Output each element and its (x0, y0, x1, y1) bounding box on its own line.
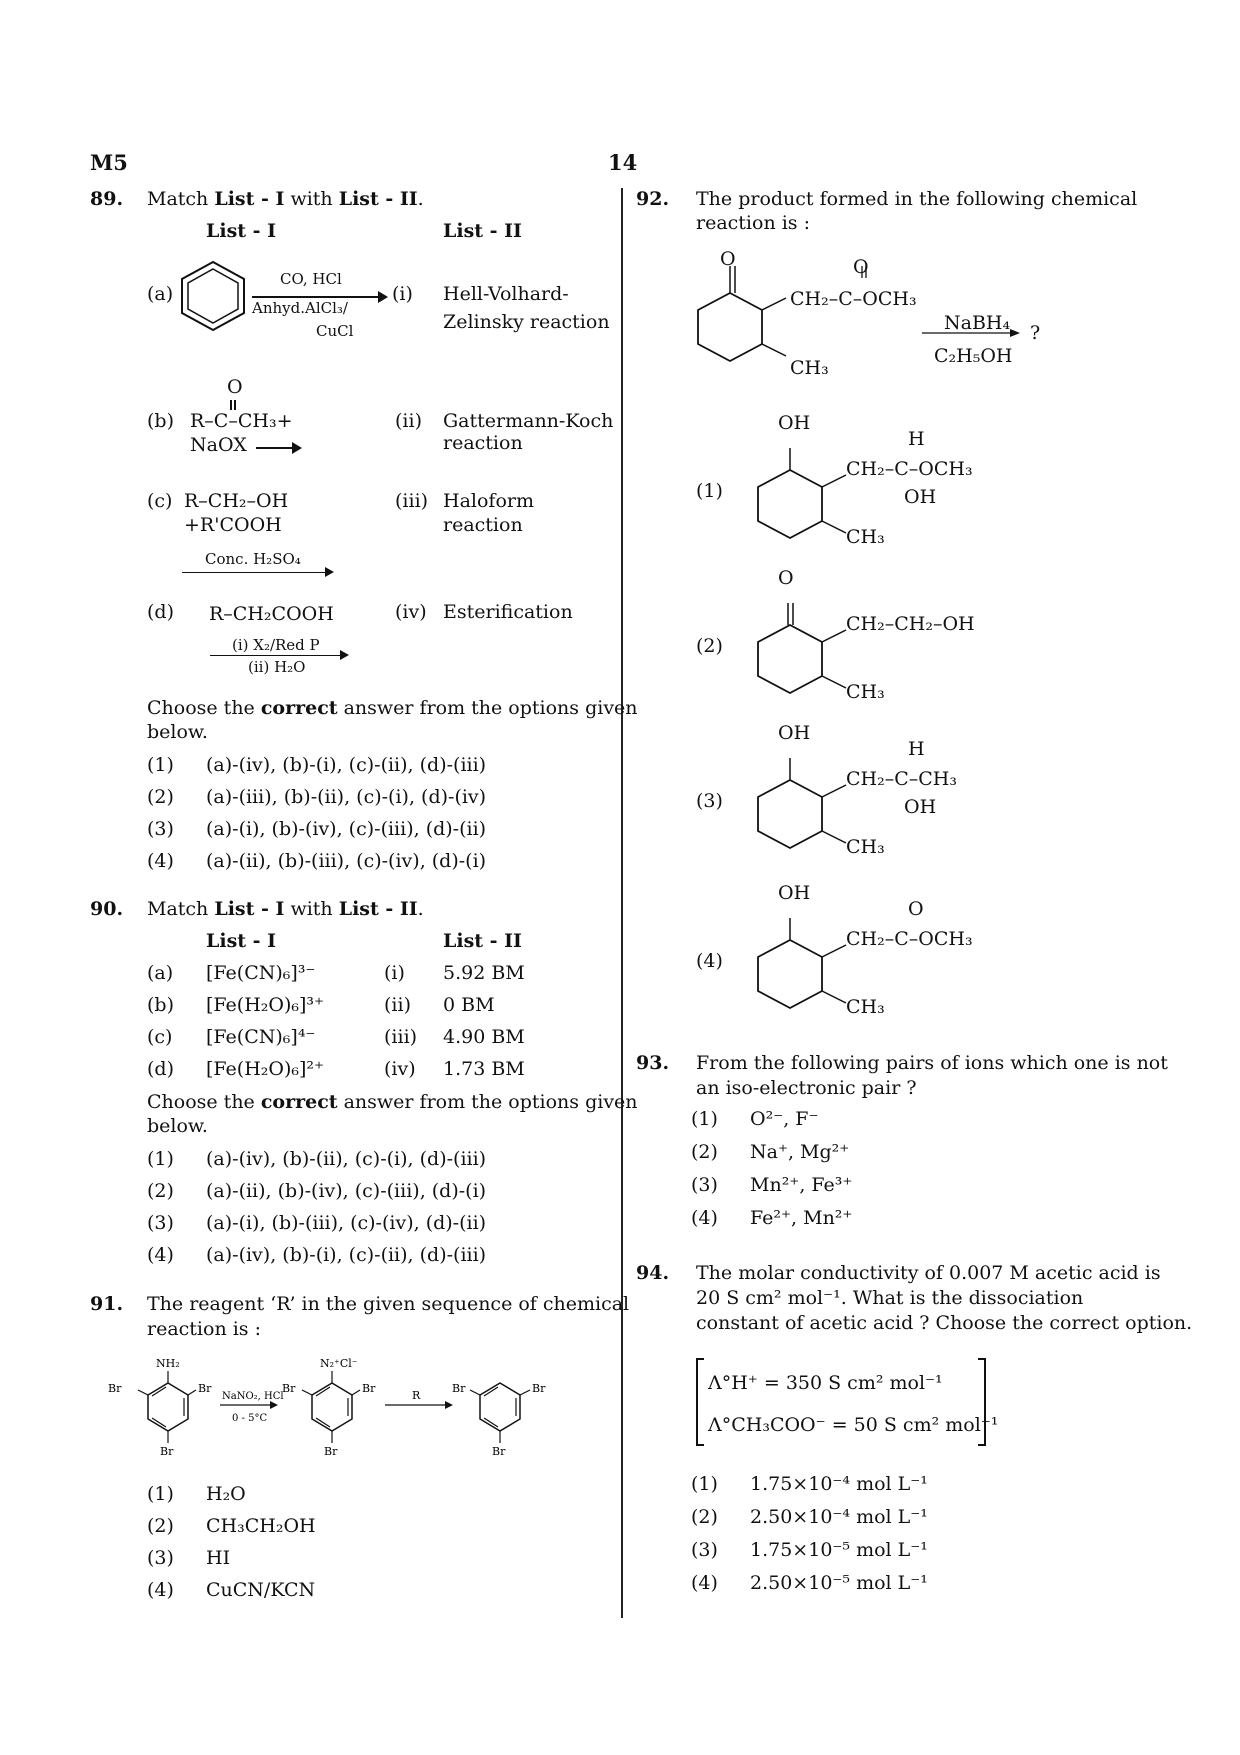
option-number: (1) (691, 1108, 718, 1130)
reagent: (i) X₂/Red P (232, 636, 320, 654)
given-line: Λ°H⁺ = 350 S cm² mol⁻¹ (708, 1372, 943, 1394)
match-text: Esterification (443, 601, 573, 623)
substituent: O (908, 898, 924, 920)
complex-formula: [Fe(H₂O)₆]³⁺ (206, 994, 325, 1016)
answer-option[interactable]: CuCN/KCN (206, 1579, 316, 1601)
magnetic-moment: 5.92 BM (443, 962, 525, 984)
reagent-bottom: C₂H₅OH (934, 345, 1013, 367)
option-number: (2) (691, 1506, 718, 1528)
option-number: (2) (147, 1515, 174, 1537)
reaction-scheme-q91 (100, 1355, 620, 1485)
question-stem: Match List - I with List - II. (147, 188, 424, 210)
substituent: OH (778, 882, 811, 904)
option-number: (3) (147, 1547, 174, 1569)
answer-option[interactable]: (a)-(iii), (b)-(ii), (c)-(i), (d)-(iv) (206, 786, 487, 808)
item-label: (d) (147, 601, 174, 623)
instruction: below. (147, 721, 208, 743)
reagent: Conc. H₂SO₄ (205, 550, 301, 568)
match-text: Gattermann-Koch (443, 410, 614, 432)
answer-option[interactable]: (a)-(i), (b)-(iii), (c)-(iv), (d)-(ii) (206, 1212, 487, 1234)
item-label: (b) (147, 994, 174, 1016)
formula: NaOX (190, 434, 247, 456)
side-chain: CH₂–C–OCH₃ (846, 458, 973, 480)
answer-option[interactable]: (a)-(iv), (b)-(i), (c)-(ii), (d)-(iii) (206, 754, 487, 776)
answer-option[interactable]: 1.75×10⁻⁵ mol L⁻¹ (750, 1539, 928, 1561)
question-stem: reaction is : (696, 212, 810, 234)
reagent-bottom: CuCl (316, 322, 354, 340)
svg-text:Br: Br (198, 1382, 212, 1395)
option-number: (3) (147, 1212, 174, 1234)
substituent: O (778, 567, 794, 589)
question-stem: From the following pairs of ions which one is not (696, 1052, 1168, 1074)
reagent-top: NaBH₄ (944, 312, 1011, 334)
methyl-group: CH₃ (846, 996, 885, 1018)
option-number: (4) (691, 1572, 718, 1594)
match-text: Hell-Volhard- (443, 283, 569, 305)
option-number: (4) (147, 1579, 174, 1601)
answer-option[interactable]: H₂O (206, 1483, 246, 1505)
option-number: (1) (691, 1473, 718, 1495)
substituent: OH (904, 796, 937, 818)
question-stem: an iso-electronic pair ? (696, 1077, 917, 1099)
match-text: reaction (443, 514, 523, 536)
answer-option[interactable]: 2.50×10⁻⁴ mol L⁻¹ (750, 1506, 928, 1528)
svg-text:NaNO₂, HCl: NaNO₂, HCl (222, 1391, 284, 1402)
cyclohexane-ring (750, 740, 850, 870)
option-number: (3) (691, 1174, 718, 1196)
option-number: (2) (696, 635, 723, 657)
page-number: 14 (608, 150, 638, 175)
list-1-heading: List - I (206, 220, 277, 242)
answer-option[interactable]: 2.50×10⁻⁵ mol L⁻¹ (750, 1572, 928, 1594)
question-number: 91. (90, 1293, 124, 1315)
side-chain: CH₂–C–CH₃ (846, 768, 957, 790)
item-label: (c) (147, 490, 173, 512)
svg-text:0 - 5°C: 0 - 5°C (232, 1413, 268, 1424)
roman-label: (iv) (395, 601, 427, 623)
complex-formula: [Fe(CN)₆]⁴⁻ (206, 1026, 316, 1048)
substituent: H (908, 738, 925, 760)
svg-text:Br: Br (452, 1382, 466, 1395)
question-stem: Match List - I with List - II. (147, 898, 424, 920)
formula: R–CH₂COOH (209, 603, 334, 625)
list-2-heading: List - II (443, 930, 522, 952)
item-label: (b) (147, 410, 174, 432)
question-number: 89. (90, 188, 124, 210)
magnetic-moment: 1.73 BM (443, 1058, 525, 1080)
svg-text:N₂⁺Cl⁻: N₂⁺Cl⁻ (320, 1357, 358, 1370)
option-number: (4) (691, 1207, 718, 1229)
option-number: (3) (147, 818, 174, 840)
cyclohexane-ring (750, 585, 850, 715)
option-number: (4) (147, 850, 174, 872)
answer-option[interactable]: Fe²⁺, Mn²⁺ (750, 1207, 853, 1229)
substituent: OH (778, 412, 811, 434)
substituent: OH (904, 486, 937, 508)
reagent-top: CO, HCl (280, 270, 342, 288)
option-number: (3) (691, 1539, 718, 1561)
roman-label: (i) (392, 283, 413, 305)
answer-option[interactable]: (a)-(i), (b)-(iv), (c)-(iii), (d)-(ii) (206, 818, 487, 840)
item-label: (d) (147, 1058, 174, 1080)
side-chain: CH₂–CH₂–OH (846, 613, 975, 635)
complex-formula: [Fe(CN)₆]³⁻ (206, 962, 316, 984)
formula: +R'COOH (184, 514, 282, 536)
question-stem: The product formed in the following chemical (696, 188, 1138, 210)
formula: R–CH₂–OH (184, 490, 289, 512)
cyclohexane-ring (750, 430, 850, 560)
exam-page: M5 14 89. Match List - I with List - II. List - I List - II (a) CO, HCl Anhyd.AlCl₃/ CuCl (i) Hell-Volhard- Zelinsky reaction O (b) R–C–CH₃+ NaOX (ii) Gattermann-Koch reaction (c) R–CH₂–OH +R'COOH Conc. H₂SO₄ (iii) Haloform reaction (d) R–CH₂COOH (i) X₂/Red P (ii) H₂O (iv) Esterification Choose the correct answer from the options given below. (1) (a)-(iv), (b)-(i), (c)-(ii), (d)-(iii) (2) (a)-(iii), (b)-(ii), (c)-(i), (d)-(iv) (3) (a)-(i), (b)-(iv), (c)-(iii), (d)-(ii) (4) (a)-(ii), (b)-(iii), (c)-(iv), (d)-(i) 90. Match List - I with List - II. List - I List - II (a) [Fe(CN)₆]³⁻ (i) 5.92 BM (b) [Fe(H₂O)₆]³⁺ (ii) 0 BM (c) [Fe(CN)₆]⁴⁻ (iii) 4.90 BM (d) [Fe(H₂O)₆]²⁺ (iv) 1.73 BM Choose the correct answer from the options given below. (1) (a)-(iv), (b)-(ii), (c)-(i), (d)-(iii) (2) (a)-(ii), (b)-(iv), (c)-(iii), (d)-(i) (3) (a)-(i), (b)-(iii), (c)-(iv), (d)-(ii) (4) (a)-(iv), (b)-(i), (c)-(ii), (d)-(iii) 91. The reagent ‘R’ in the given sequence of chemical reaction is : NH₂ Br Br Br NaNO₂, HCl 0 - 5°C N₂⁺Cl⁻ Br Br Br R Br Br Br (1) H₂O (2) CH₃CH₂OH (3) HI (4) CuCN/KCN 92. The product formed in the following chemical reaction is : O O CH₂–C–OCH₃ CH₃ NaBH₄ C₂H₅OH ? (1) OH CH₂–C–OCH₃ CH₃ H OH (2) O CH₂–CH₂–OH CH₃ (3) OH CH₂–C–CH₃ CH₃ H OH (4) OH CH₂–C–OCH₃ CH₃ O 93. From the following pairs of ions which one is not an iso-electronic pair ? (1) O²⁻, F⁻ (2) Na⁺, Mg²⁺ (3) Mn²⁺, Fe³⁺ (4) Fe²⁺, Mn²⁺ 94. The molar conductivity of 0.007 M acetic acid is 20 S cm² mol⁻¹. What is the dissociation constant of acetic acid ? Choose the correct option. Λ°H⁺ = 350 S cm² mol⁻¹ Λ°CH₃COO⁻ = 50 S cm² mol⁻¹ (1) 1.75×10⁻⁴ mol L⁻¹ (2) 2.50×10⁻⁴ mol L⁻¹ (3) 1.75×10⁻⁵ mol L⁻¹ (4) 2.50×10⁻⁵ mol L⁻¹ (0, 0, 1240, 1755)
answer-option[interactable]: Na⁺, Mg²⁺ (750, 1141, 850, 1163)
instruction: below. (147, 1115, 208, 1137)
question-number: 90. (90, 898, 124, 920)
list-1-heading: List - I (206, 930, 277, 952)
answer-option[interactable]: O²⁻, F⁻ (750, 1108, 819, 1130)
cyclohexane-ring (750, 900, 850, 1030)
instruction: Choose the correct answer from the options given (147, 1091, 638, 1113)
svg-text:Br: Br (160, 1445, 174, 1458)
answer-option[interactable]: Mn²⁺, Fe³⁺ (750, 1174, 853, 1196)
methyl-group: CH₃ (846, 836, 885, 858)
question-number: 92. (636, 188, 670, 210)
methyl-group: CH₃ (846, 681, 885, 703)
answer-option[interactable]: (a)-(iv), (b)-(i), (c)-(ii), (d)-(iii) (206, 1244, 487, 1266)
reactant-structure (690, 248, 1070, 388)
match-text: Zelinsky reaction (443, 311, 610, 333)
answer-option[interactable]: HI (206, 1547, 231, 1569)
roman-label: (ii) (395, 410, 422, 432)
item-label: (a) (147, 283, 174, 305)
roman-label: (i) (384, 962, 405, 984)
question-stem: constant of acetic acid ? Choose the correct option. (696, 1312, 1193, 1334)
question-stem: 20 S cm² mol⁻¹. What is the dissociation (696, 1287, 1084, 1309)
magnetic-moment: 4.90 BM (443, 1026, 525, 1048)
given-line: Λ°CH₃COO⁻ = 50 S cm² mol⁻¹ (708, 1414, 999, 1436)
option-number: (2) (147, 1180, 174, 1202)
ester-chain: CH₂–C–OCH₃ (790, 288, 917, 310)
svg-text:Br: Br (362, 1382, 376, 1395)
list-2-heading: List - II (443, 220, 522, 242)
option-number: (1) (696, 480, 723, 502)
roman-label: (ii) (384, 994, 411, 1016)
answer-option[interactable]: 1.75×10⁻⁴ mol L⁻¹ (750, 1473, 928, 1495)
option-number: (2) (691, 1141, 718, 1163)
substituent: H (908, 428, 925, 450)
item-label: (a) (147, 962, 174, 984)
answer-option[interactable]: (a)-(iv), (b)-(ii), (c)-(i), (d)-(iii) (206, 1148, 487, 1170)
roman-label: (iv) (384, 1058, 416, 1080)
answer-option[interactable]: CH₃CH₂OH (206, 1515, 316, 1537)
side-chain: CH₂–C–OCH₃ (846, 928, 973, 950)
item-label: (c) (147, 1026, 173, 1048)
question-stem: The molar conductivity of 0.007 M acetic acid is (696, 1262, 1161, 1284)
option-number: (1) (147, 754, 174, 776)
methyl-group: CH₃ (846, 526, 885, 548)
question-stem: The reagent ‘R’ in the given sequence of chemical (147, 1293, 630, 1315)
question-number: 94. (636, 1262, 670, 1284)
roman-label: (iii) (395, 490, 429, 512)
question-number: 93. (636, 1052, 670, 1074)
option-number: (1) (147, 1148, 174, 1170)
option-number: (1) (147, 1483, 174, 1505)
option-number: (4) (696, 950, 723, 972)
svg-text:Br: Br (532, 1382, 546, 1395)
paper-code: M5 (90, 150, 128, 175)
magnetic-moment: 0 BM (443, 994, 495, 1016)
substituent: OH (778, 722, 811, 744)
svg-text:R: R (412, 1389, 421, 1402)
instruction: Choose the correct answer from the options given (147, 697, 638, 719)
match-text: reaction (443, 432, 523, 454)
reagent: (ii) H₂O (248, 658, 306, 676)
nh2-label: NH₂ (156, 1357, 180, 1370)
formula: R–C–CH₃+ (190, 410, 293, 432)
svg-text:Br: Br (492, 1445, 506, 1458)
reaction-arrow (252, 296, 382, 298)
reagent-bottom: Anhyd.AlCl₃/ (252, 299, 348, 317)
roman-label: (iii) (384, 1026, 418, 1048)
answer-option[interactable]: (a)-(ii), (b)-(iv), (c)-(iii), (d)-(i) (206, 1180, 487, 1202)
question-stem: reaction is : (147, 1318, 261, 1340)
svg-text:Br: Br (324, 1445, 338, 1458)
option-number: (3) (696, 790, 723, 812)
carbonyl-o: O (227, 376, 243, 398)
match-text: Haloform (443, 490, 534, 512)
option-number: (4) (147, 1244, 174, 1266)
answer-option[interactable]: (a)-(ii), (b)-(iii), (c)-(iv), (d)-(i) (206, 850, 487, 872)
benzene-structure (178, 258, 248, 334)
svg-text:Br: Br (282, 1382, 296, 1395)
complex-formula: [Fe(H₂O)₆]²⁺ (206, 1058, 325, 1080)
column-divider (621, 188, 623, 1618)
option-number: (2) (147, 786, 174, 808)
svg-text:Br: Br (108, 1382, 122, 1395)
